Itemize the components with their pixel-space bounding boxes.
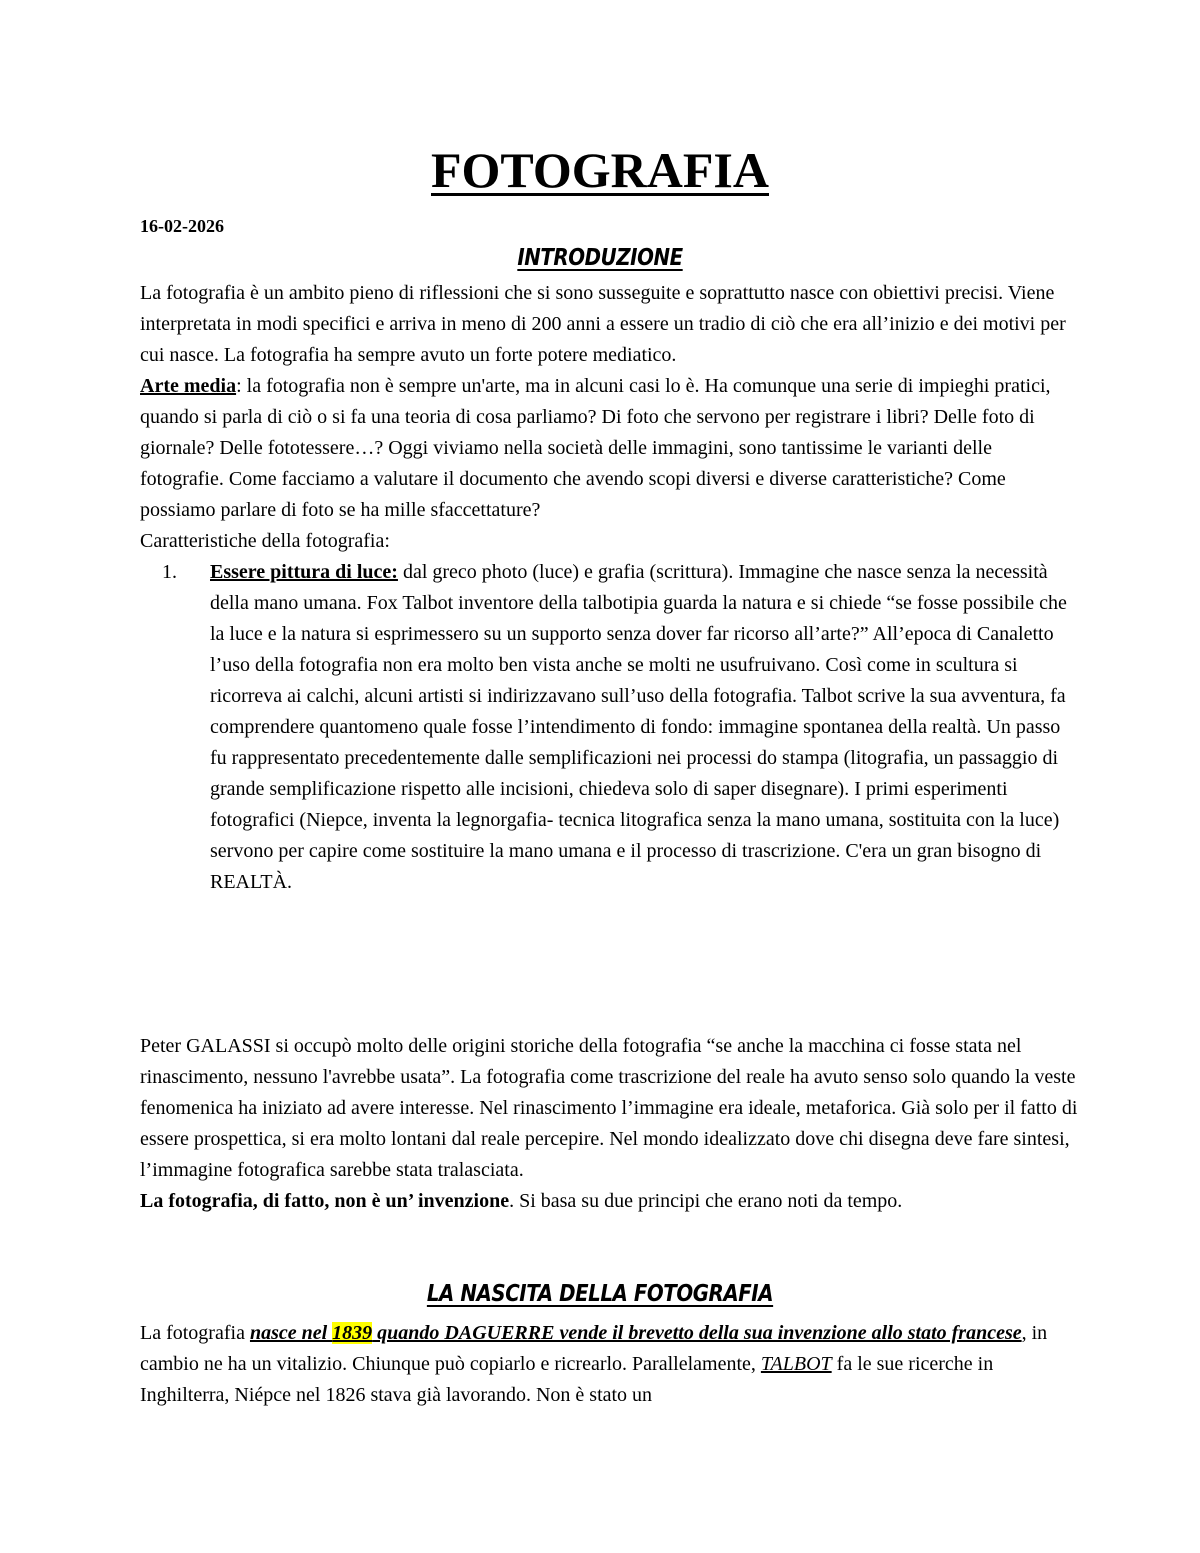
arte-media-text: : la fotografia non è sempre un'arte, ma in alcuni casi lo è. Ha comunque una serie di impieghi pratici, quando si parla di ciò o si fa una teoria di cosa parliamo? Di foto che servono per registrare i libri? Delle foto di giornale? Delle fototessere…? Oggi viviamo nella società delle immagini, sono tantissime le varianti delle fotografie. Come facciamo a valutare il documento che avendo scopi diversi e diverse caratteristiche? Come possiamo parlare di foto se ha mille sfaccettature? [140,375,1051,521]
document-title: FOTOGRAFIA [431,142,769,198]
document-date: 16-02-2026 [140,216,224,236]
nascita-paragraph [140,1318,1080,1411]
nascita-start: La fotografia [140,1322,250,1344]
invenzione-text: . Si basa su due principi che erano noti da tempo. [509,1190,903,1212]
list-item [162,557,1080,898]
nascita-section [140,1318,1080,1411]
list-item-number: 1. [162,561,177,583]
section-heading-nascita: LA NASCITA DELLA FOTOGRAFIA [426,1281,774,1307]
characteristics-list [140,557,1080,898]
galassi-section [140,1031,1080,1217]
list-item-term: Essere pittura di luce: [210,561,398,583]
invenzione-paragraph [140,1186,1080,1217]
characteristics-label: Caratteristiche della fotografia: [140,530,390,552]
nascita-talbot: TALBOT [760,1353,832,1375]
nascita-mid: , in cambio ne ha un vitalizio. Chiunque può copiarlo e ricrearlo. Parallelamente, [140,1322,1048,1375]
nascita-emph-b: quando DAGUERRE vende il brevetto della sua invenzione allo stato francese [372,1322,1022,1344]
arte-media-term: Arte media [140,375,237,397]
nascita-emph-a: nasce nel [249,1322,333,1344]
intro-paragraph: La fotografia è un ambito pieno di riflessioni che si sono susseguite e soprattutto nasce con obiettivi precisi. Viene interpretata in modi specifici e arriva in meno di 200 anni a essere un tradio di ciò che era all’inizio e dei motivi per cui nasce. La fotografia ha sempre avuto un forte potere mediatico. [140,282,1066,366]
introduction-section [140,278,1080,898]
invenzione-bold: La fotografia, di fatto, non è un’ invenzione [140,1190,510,1212]
section-heading-introduzione: INTRODUZIONE [517,245,683,271]
list-item-text: dal greco photo (luce) e grafia (scrittura). Immagine che nasce senza la necessità della mano umana. Fox Talbot inventore della talbotipia guarda la natura e si chiede “se fosse possibile che la luce e la natura si esprimessero su un supporto senza dover far ricorso all’arte?” All’epoca di Canaletto l’uso della fotografia non era molto ben vista anche se molti ne usufruivano. Così come in scultura si ricorreva ai calchi, alcuni artisti si indirizzavano sull’uso della fotografia. Talbot scrive la sua avventura, fa comprendere quantomeno quale fosse l’intendimento di fondo: immagine spontanea della realtà. Un passo fu rappresentato precedentemente dalle semplificazioni nei processi do stampa (litografia, un passaggio di grande semplificazione rispetto alle incisioni, chiedeva solo di saper disegnare). I primi esperimenti fotografici (Niepce, inventa la legnorgafia- tecnica litografica senza la mano umana, sostituita con la luce) servono per capire come sostituire la mano umana e il processo di trascrizione. C'era un gran bisogno di REALTÀ. [210,561,1067,893]
galassi-paragraph: Peter GALASSI si occupò molto delle origini storiche della fotografia “se anche la macchina ci fosse stata nel rinascimento, nessuno l'avrebbe usata”. La fotografia come trascrizione del reale ha avuto senso solo quando la veste fenomenica ha iniziato ad avere interesse. Nel rinascimento l’immagine era ideale, metaforica. Già solo per il fatto di essere prospettica, si era molto lontani dal reale percepire. Nel mondo idealizzato dove chi disegna deve fare sintesi, l’immagine fotografica sarebbe stata tralasciata. [140,1035,1078,1181]
nascita-end: fa le sue ricerche in Inghilterra, Niépce nel 1826 stava già lavorando. Non è stato un [140,1353,994,1406]
arte-media-paragraph [140,371,1080,526]
nascita-year-highlight: 1839 [332,1322,373,1344]
